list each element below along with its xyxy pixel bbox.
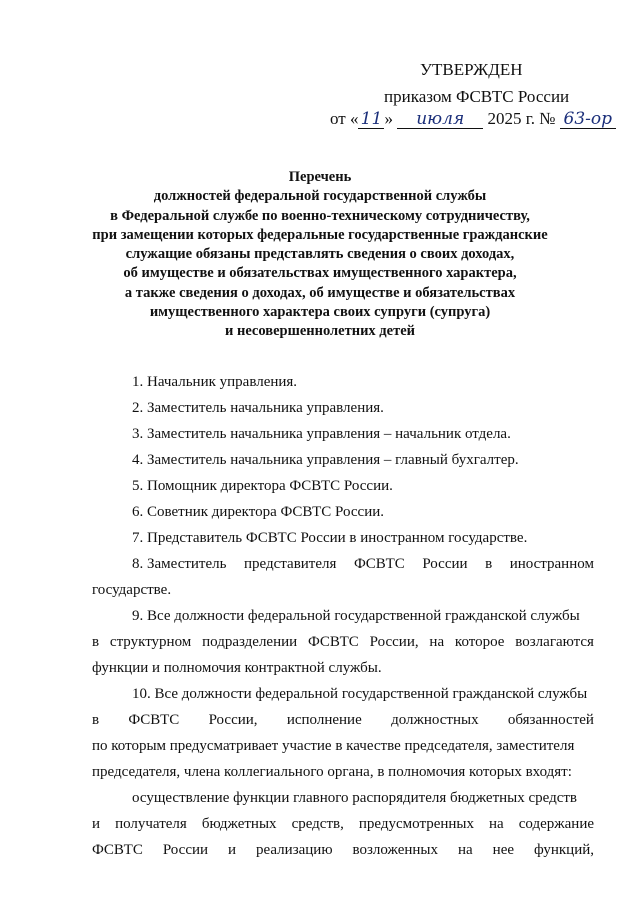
heading-line: при замещении которых федеральные государственные гражданские: [92, 226, 548, 243]
word: подразделении: [202, 634, 298, 650]
word: иностранном: [509, 556, 594, 572]
approval-title: УТВЕРЖДЕН: [420, 60, 523, 79]
text-line: [92, 837, 594, 863]
word: России,: [369, 634, 419, 650]
list-item: [92, 551, 594, 603]
text-line: [92, 707, 594, 733]
word: обязанностей: [507, 712, 594, 728]
text-line: 9. Все должности федеральной государственной гражданской службы: [132, 608, 580, 624]
word: возложенных: [352, 842, 439, 858]
word: и: [228, 842, 237, 858]
word: и: [92, 816, 101, 832]
word: нее: [492, 842, 515, 858]
word: средств,: [291, 816, 344, 832]
word: в: [92, 634, 100, 650]
date-mid: »: [384, 109, 393, 128]
date-year: 2025 г. №: [487, 109, 556, 128]
approval-order: приказом ФСВТС России: [384, 87, 570, 106]
handwritten-month: июля: [397, 110, 483, 129]
approval-date-line: [330, 109, 616, 129]
heading-line: Перечень: [288, 169, 352, 185]
text-line: [92, 629, 594, 655]
list-item: [92, 681, 594, 785]
word: исполнение: [286, 712, 362, 728]
list-item: 7. Представитель ФСВТС России в иностранном государстве.: [132, 530, 528, 546]
text-line: функции и полномочия контрактной службы.: [92, 660, 382, 676]
word: представителя: [244, 556, 337, 572]
word: возлагаются: [515, 634, 594, 650]
heading-line: служащие обязаны представлять сведения о своих доходах,: [125, 246, 515, 263]
word: России: [422, 556, 468, 572]
list-item: 1. Начальник управления.: [132, 374, 298, 390]
word: содержание: [518, 816, 594, 832]
heading-line: и несовершеннолетних детей: [224, 323, 415, 340]
word: России: [162, 842, 209, 858]
text-line: председателя, члена коллегиального органа, в полномочия которых входят:: [92, 764, 572, 780]
word: ФСВТС: [353, 556, 405, 572]
list-item: 4. Заместитель начальника управления – главный бухгалтер.: [132, 452, 519, 468]
word: на: [429, 634, 445, 650]
word: функций,: [534, 842, 594, 858]
word: бюджетных: [201, 816, 277, 832]
word: структурном: [109, 634, 192, 650]
paragraph: [92, 785, 594, 863]
word: на: [489, 816, 504, 832]
list-item: 3. Заместитель начальника управления – начальник отдела.: [132, 426, 511, 442]
word: получателя: [115, 816, 187, 832]
heading-line: а также сведения о доходах, об имуществе и обязательствах: [124, 284, 516, 301]
heading-line: в Федеральной службе по военно-техническому сотрудничеству,: [110, 207, 530, 224]
word: предусмотренных: [358, 816, 474, 832]
document-heading: [60, 168, 580, 342]
list-item: 6. Советник директора ФСВТС России.: [132, 504, 385, 520]
word: ФСВТС: [307, 634, 359, 650]
text-line: [92, 551, 594, 577]
handwritten-day: 11: [358, 110, 384, 129]
word: ФСВТС: [128, 712, 180, 728]
word: в: [92, 712, 100, 728]
text-line: 10. Все должности федеральной государственной гражданской службы: [132, 686, 588, 702]
word: в: [485, 556, 493, 572]
list-item: 5. Помощник директора ФСВТС России.: [132, 478, 393, 494]
word: ФСВТС: [92, 842, 143, 858]
date-prefix: от «: [330, 109, 359, 128]
text-line: по которым предусматривает участие в качестве председателя, заместителя: [92, 738, 575, 754]
heading-line: имущественного характера своих супруги (супруга): [149, 304, 491, 321]
list-item: [92, 603, 594, 681]
word: России,: [208, 712, 258, 728]
text-line: [92, 811, 594, 837]
positions-list: [92, 369, 594, 863]
text-line: государстве.: [92, 582, 172, 598]
word: которое: [454, 634, 505, 650]
heading-line: об имуществе и обязательствах имущественного характера,: [123, 265, 517, 282]
heading-line: должностей федеральной государственной службы: [153, 188, 487, 205]
word: 8. Заместитель: [132, 556, 227, 572]
word: на: [458, 842, 473, 858]
text-line: осуществление функции главного распорядителя бюджетных средств: [132, 790, 578, 806]
word: реализацию: [256, 842, 333, 858]
list-item: 2. Заместитель начальника управления.: [132, 400, 384, 416]
handwritten-number: 63-ор: [560, 110, 616, 129]
word: должностных: [391, 712, 479, 728]
